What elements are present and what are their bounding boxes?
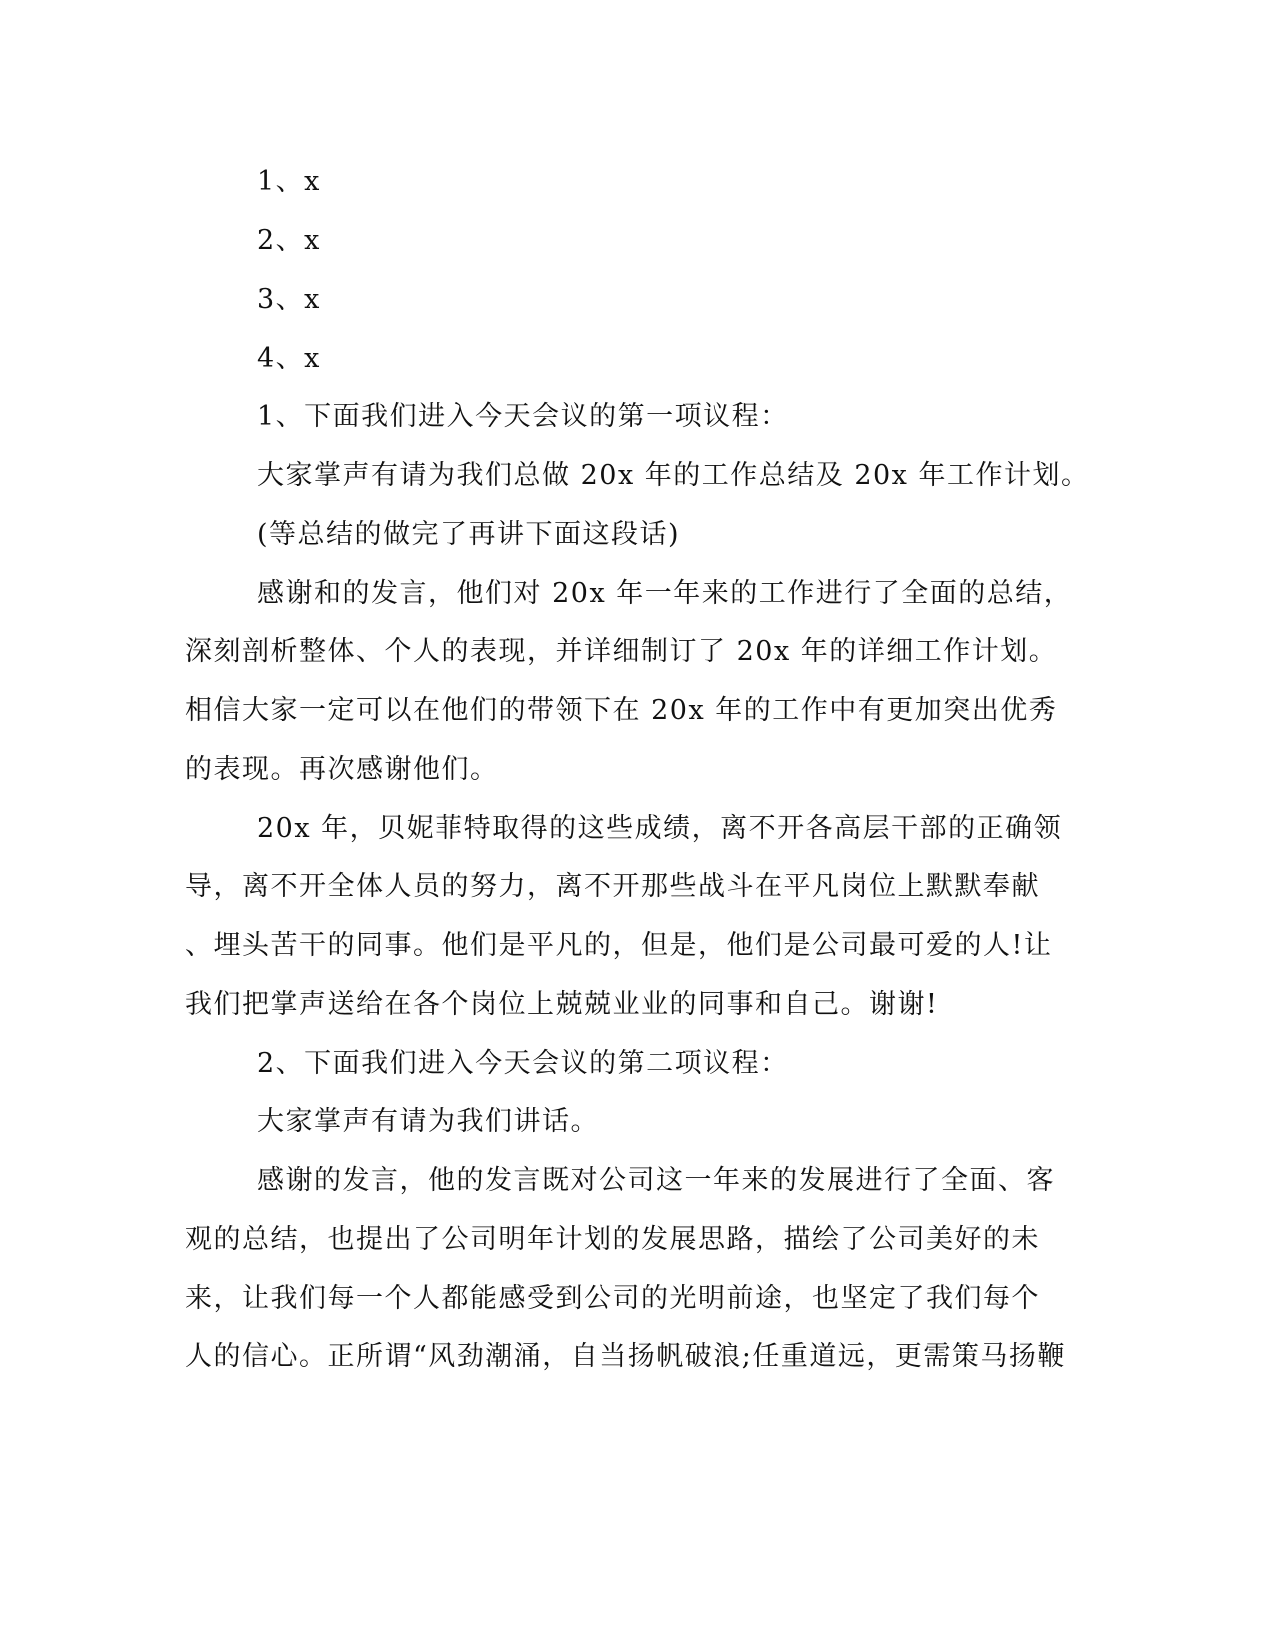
text-line: 大家掌声有请为我们总做 20x 年的工作总结及 20x 年工作计划。 xyxy=(257,460,1090,491)
paragraph-line: 、埋头苦干的同事。他们是平凡的，但是，他们是公司最可爱的人!让 xyxy=(185,930,1053,961)
list-item: 2、x xyxy=(257,225,321,256)
paragraph-line: 导，离不开全体人员的努力，离不开那些战斗在平凡岗位上默默奉献 xyxy=(185,871,1040,902)
list-item: 3、x xyxy=(257,284,321,315)
agenda-item-heading: 2、下面我们进入今天会议的第二项议程： xyxy=(257,1048,789,1079)
paragraph-line: 感谢和的发言，他们对 20x 年一年来的工作进行了全面的总结， xyxy=(257,578,1073,609)
paragraph-line: 感谢的发言，他的发言既对公司这一年来的发展进行了全面、客 xyxy=(257,1165,1055,1196)
text-line: (等总结的做完了再讲下面这段话) xyxy=(257,519,681,550)
agenda-item-heading: 1、下面我们进入今天会议的第一项议程： xyxy=(257,401,789,432)
text-line: 大家掌声有请为我们讲话。 xyxy=(257,1106,599,1137)
list-item: 4、x xyxy=(257,343,321,374)
paragraph-line: 深刻剖析整体、个人的表现，并详细制订了 20x 年的详细工作计划。 xyxy=(185,636,1058,667)
list-item: 1、x xyxy=(257,166,321,197)
paragraph-line: 来，让我们每一个人都能感受到公司的光明前途，也坚定了我们每个 xyxy=(185,1283,1040,1314)
paragraph-line: 人的信心。正所谓“风劲潮涌，自当扬帆破浪;任重道远，更需策马扬鞭 xyxy=(185,1341,1066,1372)
paragraph-line: 20x 年，贝妮菲特取得的这些成绩，离不开各高层干部的正确领 xyxy=(257,813,1063,844)
paragraph-line: 我们把掌声送给在各个岗位上兢兢业业的同事和自己。谢谢! xyxy=(185,989,939,1020)
paragraph-line: 相信大家一定可以在他们的带领下在 20x 年的工作中有更加突出优秀 xyxy=(185,695,1058,726)
paragraph-line: 的表现。再次感谢他们。 xyxy=(185,754,499,785)
paragraph-line: 观的总结，也提出了公司明年计划的发展思路，描绘了公司美好的未 xyxy=(185,1224,1040,1255)
